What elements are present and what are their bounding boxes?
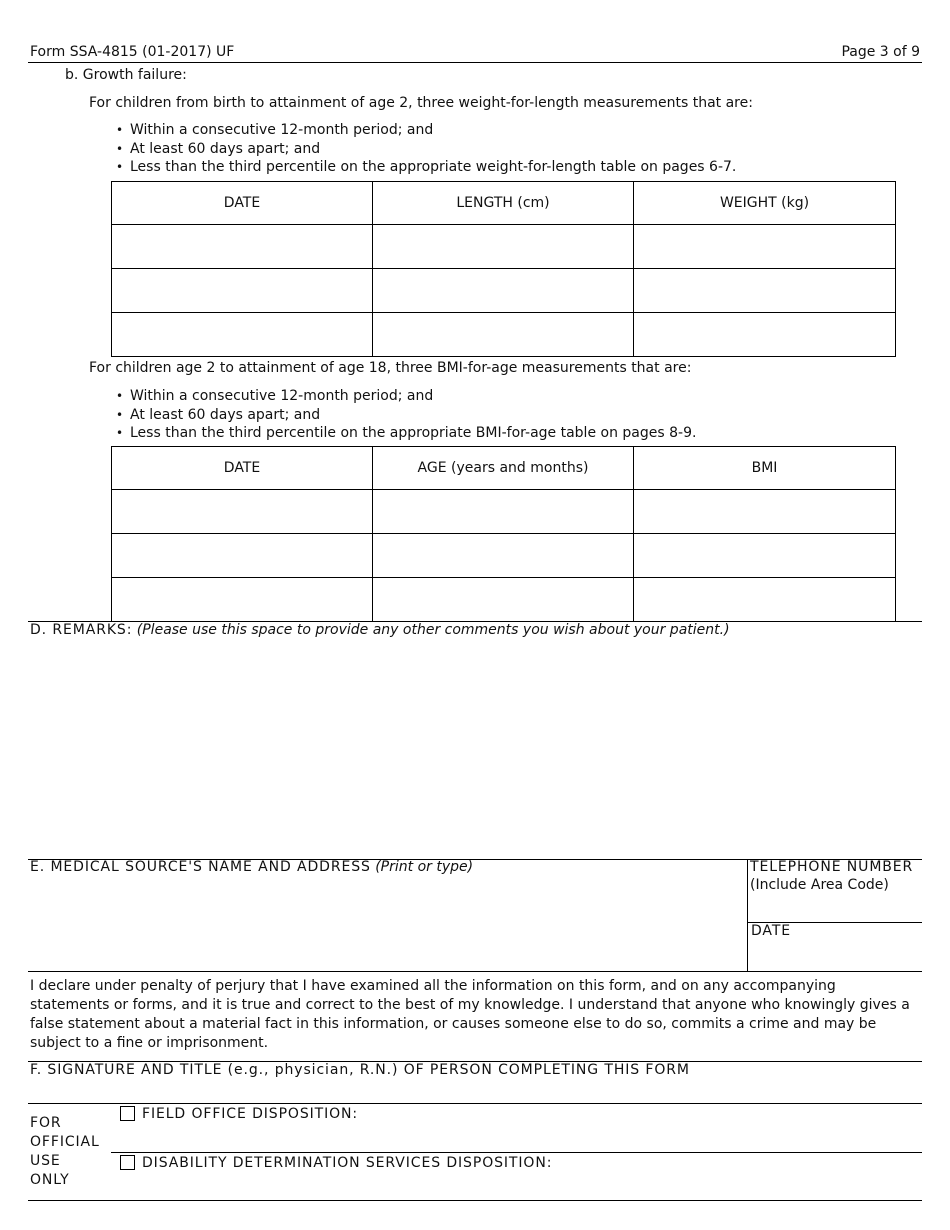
criteria-item: • At least 60 days apart; and — [116, 406, 696, 425]
telephone-label: TELEPHONE NUMBER — [750, 859, 914, 875]
length-cell[interactable] — [373, 313, 634, 357]
weight-for-length-table — [111, 181, 896, 357]
column-header-weight: WEIGHT (kg) — [634, 182, 896, 225]
official-use-line: ONLY — [30, 1172, 70, 1188]
signature-field[interactable] — [30, 1082, 920, 1102]
footer-divider — [28, 1200, 922, 1201]
perjury-declaration: I declare under penalty of perjury that I have examined all the information on this form, and on any accompanying statements or forms, and it is true and correct to the best of my knowledge. I understand that anyone who knowingly gives a false statement about a material fact in this information, or causes someone else to do so, commits a crime and may be subject to a fine or imprisonment. — [30, 978, 910, 1051]
criteria-item: • Less than the third percentile on the appropriate weight-for-length table on pages 6-7. — [116, 158, 736, 177]
medical-source-instruction: (Print or type) — [375, 859, 474, 875]
field-office-disposition-label: FIELD OFFICE DISPOSITION: — [142, 1106, 359, 1122]
date-label: DATE — [751, 923, 792, 939]
date-cell[interactable] — [112, 490, 373, 534]
official-use-divider — [28, 1103, 922, 1104]
column-header-date: DATE — [112, 447, 373, 490]
weight-cell[interactable] — [634, 313, 896, 357]
age-cell[interactable] — [373, 490, 634, 534]
column-header-date: DATE — [112, 182, 373, 225]
age-cell[interactable] — [373, 534, 634, 578]
table-header-row — [112, 447, 896, 490]
medical-source-label: E. MEDICAL SOURCE'S NAME AND ADDRESS — [30, 859, 371, 875]
date-field[interactable] — [750, 942, 920, 968]
dds-checkbox[interactable] — [120, 1155, 135, 1170]
criteria-item: • Less than the third percentile on the appropriate BMI-for-age table on pages 8-9. — [116, 424, 696, 443]
criteria-item: • Within a consecutive 12-month period; and — [116, 121, 736, 140]
official-use-label — [30, 1114, 100, 1190]
bmi-cell[interactable] — [634, 534, 896, 578]
official-use-line: OFFICIAL — [30, 1134, 100, 1150]
criteria-item: • At least 60 days apart; and — [116, 140, 736, 159]
form-id: Form SSA-4815 (01-2017) UF — [30, 44, 235, 60]
remarks-heading — [30, 622, 730, 638]
official-use-line: FOR — [30, 1115, 62, 1131]
part1-intro: For children from birth to attainment of age 2, three weight-for-length measurements that are: — [89, 95, 753, 111]
bmi-for-age-table — [111, 446, 896, 622]
length-cell[interactable] — [373, 225, 634, 269]
column-header-bmi: BMI — [634, 447, 896, 490]
dds-disposition-label: DISABILITY DETERMINATION SERVICES DISPOSITION: — [142, 1155, 553, 1171]
disposition-divider — [111, 1152, 922, 1153]
telephone-field[interactable] — [750, 896, 920, 920]
section-b-title: b. Growth failure: — [65, 67, 187, 83]
table-header-row — [112, 182, 896, 225]
column-header-length: LENGTH (cm) — [373, 182, 634, 225]
date-cell[interactable] — [112, 269, 373, 313]
weight-cell[interactable] — [634, 225, 896, 269]
signature-label: F. SIGNATURE AND TITLE (e.g., physician, R.N.) OF PERSON COMPLETING THIS FORM — [30, 1062, 690, 1078]
table-row — [112, 225, 896, 269]
medical-source-heading — [30, 859, 473, 875]
bmi-cell[interactable] — [634, 490, 896, 534]
page-number: Page 3 of 9 — [841, 44, 920, 60]
table-row — [112, 269, 896, 313]
remarks-label: D. REMARKS: — [30, 622, 133, 638]
date-cell[interactable] — [112, 534, 373, 578]
part2-criteria-list — [116, 387, 696, 443]
date-cell[interactable] — [112, 313, 373, 357]
telephone-note: (Include Area Code) — [750, 877, 889, 893]
part1-criteria-list — [116, 121, 736, 177]
part2-intro: For children age 2 to attainment of age 18, three BMI-for-age measurements that are: — [89, 360, 692, 376]
medical-source-field[interactable] — [30, 882, 742, 968]
bmi-cell[interactable] — [634, 578, 896, 622]
remarks-field[interactable] — [30, 645, 920, 853]
criteria-item: • Within a consecutive 12-month period; and — [116, 387, 696, 406]
weight-cell[interactable] — [634, 269, 896, 313]
declaration-divider — [28, 971, 922, 972]
remarks-instruction: (Please use this space to provide any other comments you wish about your patient.) — [136, 622, 730, 638]
table-row — [112, 490, 896, 534]
table-row — [112, 578, 896, 622]
date-cell[interactable] — [112, 578, 373, 622]
header-divider — [28, 62, 922, 63]
table-row — [112, 313, 896, 357]
length-cell[interactable] — [373, 269, 634, 313]
table-row — [112, 534, 896, 578]
date-cell[interactable] — [112, 225, 373, 269]
field-office-checkbox[interactable] — [120, 1106, 135, 1121]
official-use-line: USE — [30, 1153, 61, 1169]
column-header-age: AGE (years and months) — [373, 447, 634, 490]
age-cell[interactable] — [373, 578, 634, 622]
section-e-vertical-divider — [747, 859, 748, 971]
